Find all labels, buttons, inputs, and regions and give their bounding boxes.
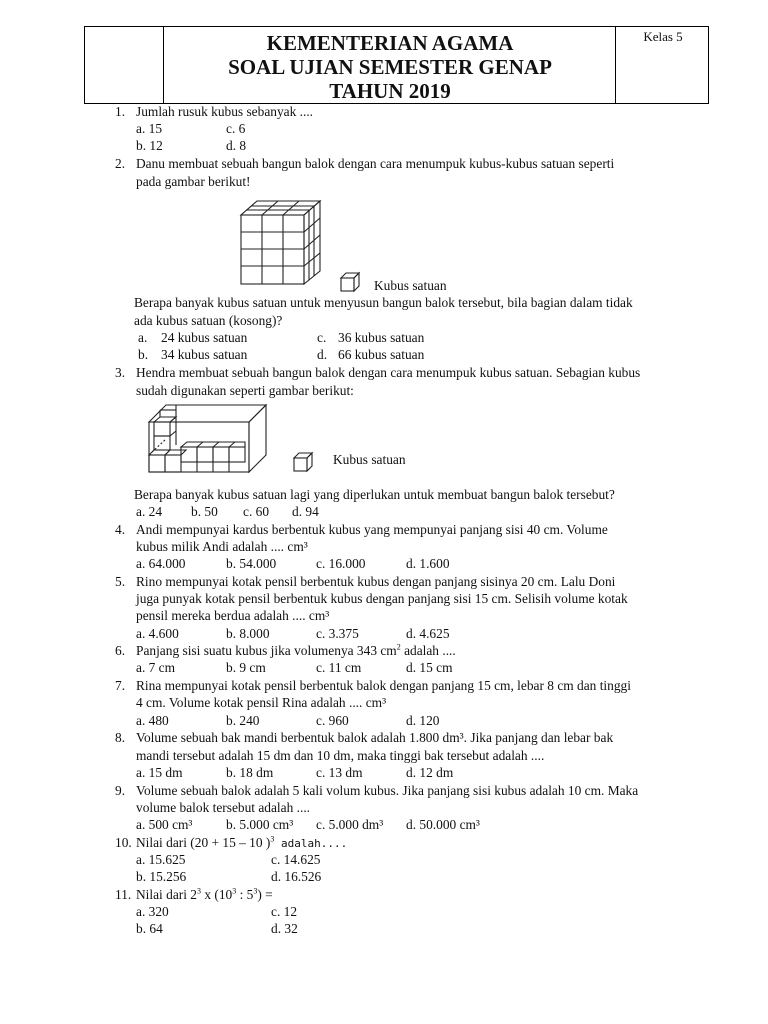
q4-text-line2: kubus milik Andi adalah .... cm³: [136, 539, 308, 554]
q3-text-line1: Hendra membuat sebuah bangun balok dengan cara menumpuk kubus satuan. Sebagian kubus: [136, 365, 641, 380]
q10-option-a: a. 15.625: [136, 852, 186, 867]
q2-option-a-letter: a.: [138, 330, 148, 345]
q5-text-line2: juga punyak kotak pensil berbentuk kubus dengan panjang sisi 15 cm. Selisih volume kotak: [136, 591, 628, 606]
header-class-label: Kelas 5: [643, 29, 683, 44]
q4-option-b: b. 54.000: [226, 556, 277, 571]
q1-option-d: d. 8: [226, 138, 247, 153]
q3-option-c: c. 60: [243, 504, 270, 519]
q3-number: 3.: [115, 365, 126, 380]
header-title-year: TAHUN 2019: [329, 79, 451, 103]
q3-unit-cube-icon: [293, 452, 315, 472]
q1-option-b: b. 12: [136, 138, 163, 153]
header-title-ministry: KEMENTERIAN AGAMA: [266, 31, 514, 55]
q2-question-line1: Berapa banyak kubus satuan untuk menyusun bangun balok tersebut, bila bagian dalam tidak: [134, 295, 633, 310]
q3-option-a: a. 24: [136, 504, 163, 519]
q10-option-b: b. 15.256: [136, 869, 187, 884]
q4-number: 4.: [115, 522, 126, 537]
q9-option-a: a. 500 cm³: [136, 817, 193, 832]
q4-option-c: c. 16.000: [316, 556, 366, 571]
q4-option-d: d. 1.600: [406, 556, 450, 571]
q2-unit-cube-label: Kubus satuan: [374, 278, 447, 293]
q7-option-d: d. 120: [406, 713, 440, 728]
q2-option-d-letter: d.: [317, 347, 328, 362]
q3-option-b: b. 50: [191, 504, 218, 519]
header-table: [84, 26, 709, 104]
q7-number: 7.: [115, 678, 126, 693]
q9-text-line2: volume balok tersebut adalah ....: [136, 800, 311, 815]
q11-text: Nilai dari $2^3$ x ($10^3$ : $5^3$) =: [136, 886, 273, 902]
q2-option-b-letter: b.: [138, 347, 149, 362]
q6-number: 6.: [115, 643, 126, 658]
q4-option-a: a. 64.000: [136, 556, 186, 571]
q3-question: Berapa banyak kubus satuan lagi yang diperlukan untuk membuat bangun balok tersebut?: [134, 487, 615, 502]
q1-text: Jumlah rusuk kubus sebanyak ....: [136, 104, 314, 119]
q8-option-c: c. 13 dm: [316, 765, 363, 780]
q2-number: 2.: [115, 156, 126, 171]
q2-option-a: 24 kubus satuan: [161, 330, 248, 345]
q9-option-d: d. 50.000 cm³: [406, 817, 480, 832]
q2-option-d: 66 kubus satuan: [338, 347, 425, 362]
q6-option-a: a. 7 cm: [136, 660, 176, 675]
q4-text-line1: Andi mempunyai kardus berbentuk kubus yang mempunyai panjang sisi 40 cm. Volume: [136, 522, 608, 537]
q11-option-d: d. 32: [271, 921, 298, 936]
q2-option-c: 36 kubus satuan: [338, 330, 425, 345]
q11-option-c: c. 12: [271, 904, 298, 919]
q5-option-b: b. 8.000: [226, 626, 270, 641]
q1-option-a: a. 15: [136, 121, 163, 136]
q1-option-c: c. 6: [226, 121, 246, 136]
q7-option-b: b. 240: [226, 713, 260, 728]
q5-number: 5.: [115, 574, 126, 589]
q8-number: 8.: [115, 730, 126, 745]
q2-unit-cube-icon: [340, 272, 362, 292]
q9-number: 9.: [115, 783, 126, 798]
q5-option-d: d. 4.625: [406, 626, 450, 641]
header-divider-right: [615, 27, 616, 103]
q8-text-line1: Volume sebuah bak mandi berbentuk balok adalah 1.800 dm³. Jika panjang dan lebar bak: [136, 730, 614, 745]
q7-text-line2: 4 cm. Volume kotak pensil Rina adalah .... cm³: [136, 695, 387, 710]
q3-text-line2: sudah digunakan seperti gambar berikut:: [136, 383, 354, 398]
q2-question-line2: ada kubus satuan (kosong)?: [134, 313, 283, 328]
q9-option-b: b. 5.000 cm³: [226, 817, 294, 832]
q11-option-b: b. 64: [136, 921, 163, 936]
q9-option-c: c. 5.000 dm³: [316, 817, 384, 832]
header-title-exam: SOAL UJIAN SEMESTER GENAP: [228, 55, 552, 79]
q8-option-d: d. 12 dm: [406, 765, 454, 780]
q8-option-a: a. 15 dm: [136, 765, 183, 780]
q5-option-a: a. 4.600: [136, 626, 179, 641]
q6-option-b: b. 9 cm: [226, 660, 266, 675]
q5-option-c: c. 3.375: [316, 626, 359, 641]
q6-option-d: d. 15 cm: [406, 660, 453, 675]
q2-text-line2: pada gambar berikut!: [136, 174, 251, 189]
q3-option-d: d. 94: [292, 504, 319, 519]
q9-text-line1: Volume sebuah balok adalah 5 kali volum kubus. Jika panjang sisi kubus adalah 10 cm. Maka: [136, 783, 639, 798]
q10-option-c: c. 14.625: [271, 852, 321, 867]
q6-option-c: c. 11 cm: [316, 660, 362, 675]
q6-text: Panjang sisi suatu kubus jika volumenya 343 $cm^2$ adalah ....: [136, 642, 456, 658]
q5-text-line1: Rino mempunyai kotak pensil berbentuk kubus dengan panjang sisinya 20 cm. Lalu Doni: [136, 574, 616, 589]
q11-option-a: a. 320: [136, 904, 169, 919]
q7-option-c: c. 960: [316, 713, 349, 728]
header-divider-left: [163, 27, 164, 103]
q1-number: 1.: [115, 104, 126, 119]
q8-option-b: b. 18 dm: [226, 765, 274, 780]
q11-number: 11.: [115, 887, 132, 902]
q10-text: Nilai dari (20 + 15 – 10 )$^3$ adalah....: [136, 834, 348, 850]
q10-option-d: d. 16.526: [271, 869, 322, 884]
q2-option-c-letter: c.: [317, 330, 327, 345]
q7-text-line1: Rina mempunyai kotak pensil berbentuk balok dengan panjang 15 cm, lebar 8 cm dan tinggi: [136, 678, 631, 693]
q8-text-line2: mandi tersebut adalah 15 dm dan 10 dm, maka tinggi bak tersebut adalah ....: [136, 748, 545, 763]
q3-unit-cube-label: Kubus satuan: [333, 452, 406, 467]
q2-option-b: 34 kubus satuan: [161, 347, 248, 362]
q7-option-a: a. 480: [136, 713, 169, 728]
q2-block-figure: [238, 198, 328, 288]
q10-number: 10.: [115, 835, 132, 850]
q5-text-line3: pensil mereka berdua adalah .... cm³: [136, 608, 330, 623]
q3-block-figure: [146, 402, 270, 476]
q2-text-line1: Danu membuat sebuah bangun balok dengan cara menumpuk kubus-kubus satuan seperti: [136, 156, 615, 171]
